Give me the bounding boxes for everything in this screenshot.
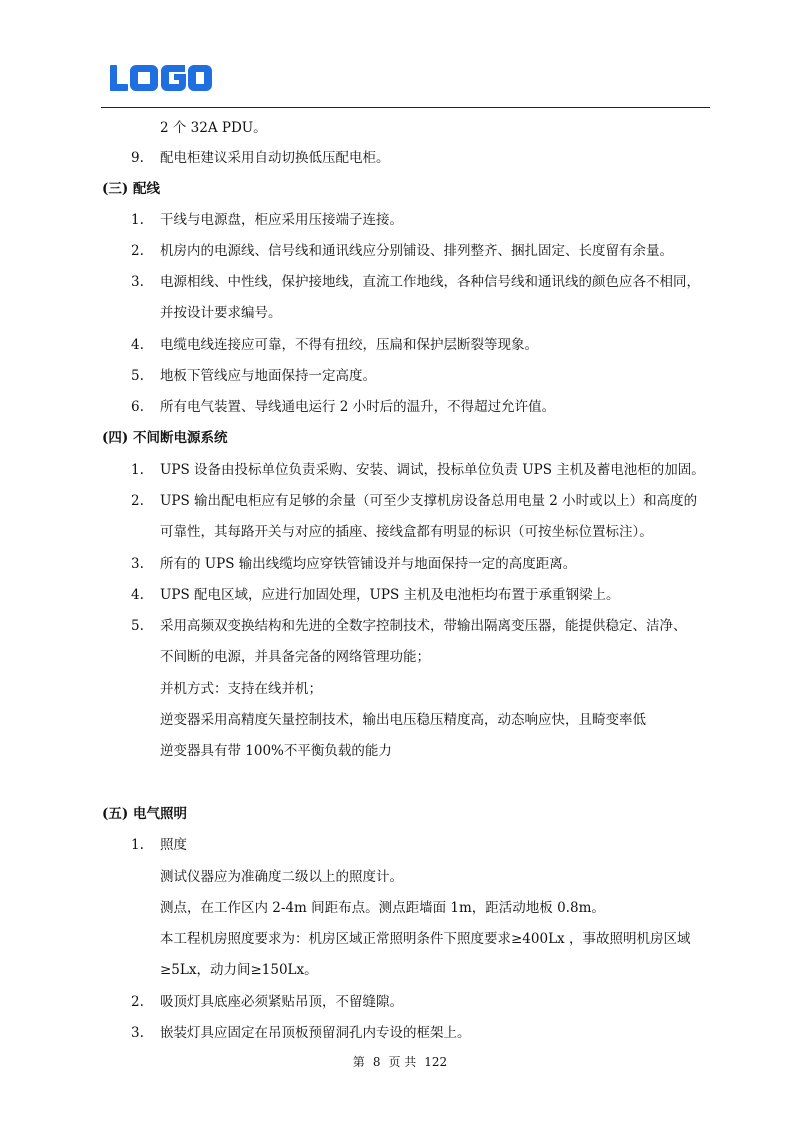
header-divider	[101, 107, 710, 108]
list-item-text: 电缆电线连接应可靠，不得有扭绞，压扁和保护层断裂等现象。	[160, 337, 538, 353]
list-item-number: 1.	[131, 837, 144, 853]
list-item-text: 照度	[160, 837, 187, 853]
list-item-text: 本工程机房照度要求为：机房区域正常照明条件下照度要求≥400Lx ，事故照明机房区域	[160, 931, 691, 947]
list-item-text: 测点，在工作区内 2-4m 间距布点。测点距墙面 1m，距活动地板 0.8m。	[160, 900, 605, 916]
list-item-number: 5.	[131, 368, 144, 384]
footer-prefix: 第	[352, 1055, 365, 1069]
list-item-text: 不间断的电源，并具备完备的网络管理功能；	[160, 649, 430, 665]
list-item-text: 机房内的电源线、信号线和通讯线应分别铺设、排列整齐、捆扎固定、长度留有余量。	[160, 243, 673, 259]
list-item-number: 4.	[131, 587, 144, 603]
list-item-number: 9.	[131, 150, 144, 166]
list-item-text: 所有电气装置、导线通电运行 2 小时后的温升，不得超过允许值。	[160, 399, 556, 415]
list-item-text: 并机方式：支持在线并机；	[160, 681, 322, 697]
logo-graphic	[108, 62, 212, 96]
list-item-number: 2.	[131, 994, 144, 1010]
list-item-number: 1.	[131, 462, 144, 478]
list-item-number: 5.	[131, 618, 144, 634]
list-item-text: 吸顶灯具底座必须紧贴吊顶，不留缝隙。	[160, 994, 403, 1010]
footer-total-pages: 122	[424, 1055, 448, 1069]
list-item-text: 测试仪器应为准确度二级以上的照度计。	[160, 869, 403, 885]
list-item-text: 可靠性，其每路开关与对应的插座、接线盒都有明显的标识（可按坐标位置标注）。	[160, 524, 653, 540]
list-item-text: UPS 输出配电柜应有足够的余量（可至少支撑机房设备总用电量 2 小时或以上）和高度的	[160, 493, 698, 509]
list-item-text: 所有的 UPS 输出线缆均应穿铁管铺设并与地面保持一定的高度距离。	[160, 556, 577, 572]
list-item-text: ≥5Lx，动力间≥150Lx。	[160, 962, 318, 978]
list-item-number: 3.	[131, 556, 144, 572]
list-item-number: 2.	[131, 493, 144, 509]
list-item-number: 6.	[131, 399, 144, 415]
footer-page-number: 8	[372, 1055, 381, 1069]
list-item-text: 干线与电源盘，柜应采用压接端子连接。	[160, 212, 403, 228]
list-item-number: 2.	[131, 243, 144, 259]
section-heading: (四) 不间断电源系统	[102, 430, 228, 446]
page-footer	[0, 1054, 800, 1070]
section-heading: (三) 配线	[102, 181, 160, 197]
footer-middle: 页 共	[388, 1055, 417, 1069]
list-item-number: 3.	[131, 274, 144, 290]
logo	[108, 62, 212, 96]
list-item-text: 嵌装灯具应固定在吊顶板预留洞孔内专设的框架上。	[160, 1025, 471, 1041]
list-item-text: 2 个 32A PDU。	[160, 120, 267, 136]
list-item-text: 逆变器采用高精度矢量控制技术，输出电压稳压精度高，动态响应快，且畸变率低	[160, 712, 646, 728]
list-item-text: 采用高频双变换结构和先进的全数字控制技术，带输出隔离变压器，能提供稳定、洁净、	[160, 618, 687, 634]
list-item-number: 3.	[131, 1025, 144, 1041]
section-heading: (五) 电气照明	[102, 806, 187, 822]
list-item-text: UPS 设备由投标单位负责采购、安装、调试，投标单位负责 UPS 主机及蓄电池柜的加固。	[160, 462, 705, 478]
list-item-text: 地板下管线应与地面保持一定高度。	[160, 368, 376, 384]
list-item-text: 并按设计要求编号。	[160, 305, 282, 321]
list-item-text: 逆变器具有带 100%不平衡负载的能力	[160, 743, 392, 759]
list-item-text: 配电柜建议采用自动切换低压配电柜。	[160, 150, 390, 166]
list-item-text: UPS 配电区域，应进行加固处理，UPS 主机及电池柜均布置于承重钢梁上。	[160, 587, 620, 603]
list-item-text: 电源相线、中性线，保护接地线，直流工作地线，各种信号线和通讯线的颜色应各不相同，	[160, 274, 700, 290]
list-item-number: 1.	[131, 212, 144, 228]
list-item-number: 4.	[131, 337, 144, 353]
